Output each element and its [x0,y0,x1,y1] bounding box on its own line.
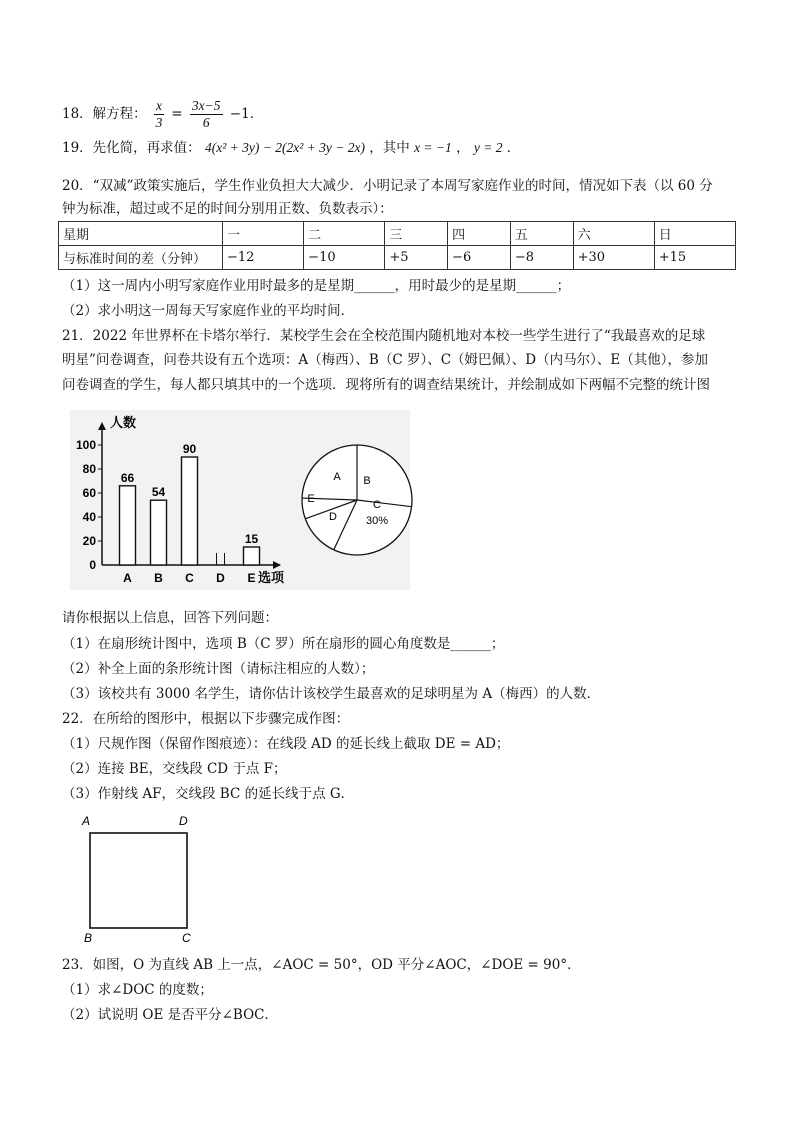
y-tick-label: 0 [89,558,96,572]
pie-slice-percent-label: 30% [365,515,389,527]
q21-prompt: 请你根据以上信息，回答下列问题： [62,610,278,626]
table-cell: 日 [654,222,735,246]
point-b-label: B [84,931,93,945]
q20-sub2: （2）求小明这一周每天写家庭作业的平均时间． [62,303,355,319]
q21-sub2: （2）补全上面的条形统计图（请标注相应的人数）； [62,661,375,677]
q22-sub3: （3）作射线 AF，交线段 BC 的延长线于点 G． [62,786,355,802]
pie-slice-label: C [373,499,381,511]
point-d-label: D [179,814,188,828]
q21-sub3: （3）该校共有 3000 名学生，请你估计该校学生最喜欢的足球明星为 A（梅西）的人数． [62,686,601,702]
q19-text-a: 19．先化简，再求值： [62,140,201,156]
y-tick-label: 100 [75,438,96,452]
q22-sub2: （2）连接 BE，交线段 CD 于点 F； [62,761,287,777]
table-cell: −6 [448,246,511,270]
point-a-label: A [82,814,91,828]
q18-rhs-den: 6 [202,115,210,130]
q20-table [58,221,736,270]
pie-slice-label: B [363,475,371,487]
y-tick-label: 40 [82,510,96,524]
table-cell: −10 [304,246,385,270]
q21-line1: 21．2022 年世界杯在卡塔尔举行．某校学生会在全校范围内随机地对本校一些学生进行了“我最喜欢的足球 [62,328,706,344]
table-cell: 六 [573,222,654,246]
table-cell: 五 [510,222,573,246]
q22-sub1: （1）尺规作图（保留作图痕迹）：在线段 AD 的延长线上截取 DE = AD； [62,736,510,752]
table-cell: 四 [448,222,511,246]
q19-end: ． [506,140,521,156]
y-tick-label: 60 [82,486,96,500]
q18-lhs-den: 3 [155,115,163,130]
q23-line1: 23．如图，O 为直线 AB 上一点，∠AOC = 50°，OD 平分∠AOC，∠DOE = 90°． [62,957,581,973]
x-tick-label: D [216,571,225,585]
bar [244,547,260,565]
point-c-label: C [182,931,191,945]
question-19 [62,138,520,158]
x-tick-label: B [154,571,163,585]
x-axis-label: 选项 [258,570,285,585]
q20-line1: 20．“双减”政策实施后，学生作业负担大大减少．小明记录了本周写家庭作业的时间，情况如下表（以 60 分 [62,178,713,194]
q19-comma: ， [456,140,470,156]
table-cell: +30 [573,246,654,270]
x-tick-label: A [123,571,132,585]
q22-line1: 22．在所给的图形中，根据以下步骤完成作图： [62,711,350,727]
table-cell: −12 [223,246,304,270]
q21-sub1: （1）在扇形统计图中，选项 B（C 罗）所在扇形的圆心角度数是______； [62,636,505,652]
q19-expression: 4(x² + 3y) − 2(2x² + 3y − 2x) [204,140,365,155]
q23-sub2: （2）试说明 OE 是否平分∠BOC． [62,1007,278,1023]
y-tick-label: 80 [82,462,96,476]
table-cell: 星期 [59,222,223,246]
x-tick-label: E [247,571,256,585]
table-cell: 与标准时间的差（分钟） [59,246,223,270]
table-cell: 一 [223,222,304,246]
bar-value-label: 15 [244,532,259,546]
q18-prefix: 18．解方程： [62,106,147,122]
pie-slice-label: E [307,493,315,505]
q18-rhs-num: 3x−5 [191,98,221,113]
pie-chart [295,438,420,563]
q19-x-value: x = −1 [414,140,452,155]
q20-line2: 钟为标准，超过或不足的时间分别用正数、负数表示）： [62,201,393,217]
bar-value-label: 90 [182,442,197,456]
q18-lhs-num: x [155,98,162,113]
q21-line2: 明星”问卷调查，问卷共设有五个选项：A（梅西）、B（C 罗）、C（姆巴佩）、D（内马尔）、E（其他），参加 [62,352,708,368]
x-tick-label: C [185,571,194,585]
q23-sub1: （1）求∠DOC 的度数； [62,982,213,998]
bar [120,486,136,565]
q21-line3: 问卷调查的学生，每人都只填其中的一个选项．现将所有的调查结果统计，并绘制成如下两幅不完整的统计图 [62,377,710,393]
pie-slice-label: A [333,471,341,483]
table-cell: −8 [510,246,573,270]
bar-value-label: 54 [151,485,166,500]
q20-sub1: （1）这一周内小明写家庭作业用时最多的是星期______，用时最少的是星期______； [62,278,571,294]
table-row [59,246,736,270]
pie-slice-label: D [329,511,337,523]
table-header-row [59,222,736,246]
bar [151,500,167,565]
bar [182,457,198,565]
q19-text-b: ，其中 [369,140,410,156]
q19-y-value: y = 2 [473,140,503,155]
table-cell: 三 [385,222,448,246]
pie-slices [302,445,412,555]
table-cell: +5 [385,246,448,270]
table-cell: +15 [654,246,735,270]
q18-lhs-fraction [154,98,164,131]
bar-value-label: 66 [120,470,135,485]
square-abcd [90,833,187,928]
square-figure [78,808,208,948]
table-cell: 二 [304,222,385,246]
y-axis-label: 人数 [110,415,137,430]
q18-eq: = [171,106,183,122]
y-tick-label: 20 [82,534,96,548]
q18-rhs-fraction [190,98,223,131]
question-18 [62,98,263,131]
q18-tail: −1． [229,106,264,122]
